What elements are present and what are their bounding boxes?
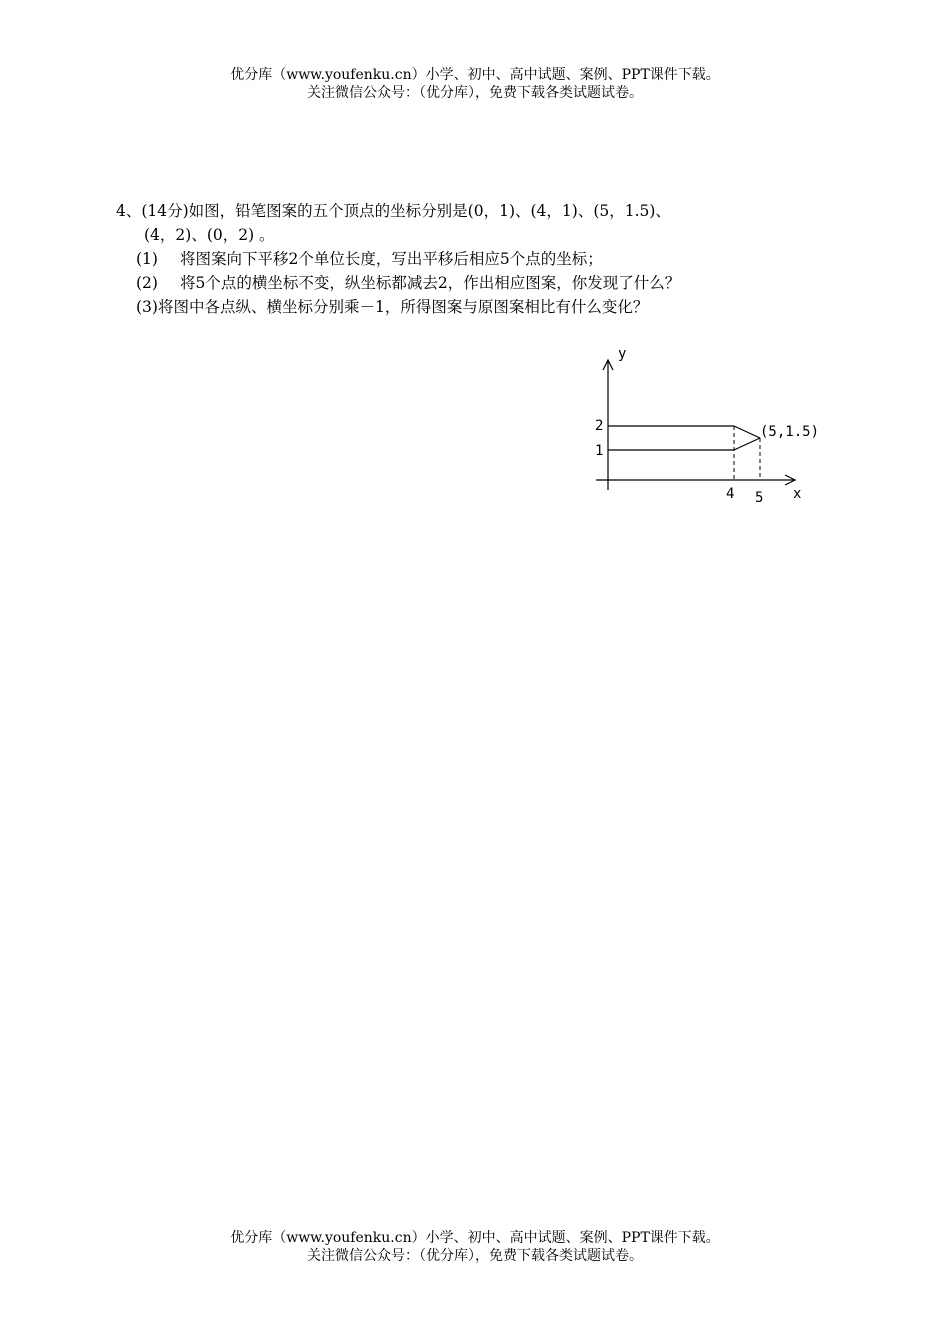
y-tick-1: 1 [595, 443, 604, 459]
footer-line-2: 关注微信公众号：（优分库），免费下载各类试题试卷。 [307, 1248, 643, 1264]
header-line-2: 关注微信公众号：（优分库），免费下载各类试题试卷。 [307, 85, 643, 101]
x-tick-4: 4 [726, 486, 735, 502]
sub-question-2-number: (2) [136, 274, 158, 292]
header-line-1: 优分库（www.youfenku.cn）小学、初中、高中试题、案例、PPT课件下载。 [230, 67, 720, 83]
question-4 [116, 199, 680, 319]
sub-question-2 [116, 271, 680, 295]
sub-question-2-text: 将5个点的横坐标不变，纵坐标都减去2，作出相应图案，你发现了什么？ [180, 274, 681, 292]
y-tick-2: 2 [595, 418, 604, 434]
pencil-tip-lower [734, 438, 760, 450]
footer-line-1: 优分库（www.youfenku.cn）小学、初中、高中试题、案例、PPT课件下载。 [230, 1230, 720, 1246]
x-axis-label: x [793, 486, 802, 502]
sub-question-1-number: (1) [136, 250, 158, 268]
sub-question-1-text: 将图案向下平移2个单位长度，写出平移后相应5个点的坐标； [180, 250, 603, 268]
page-footer [0, 1229, 950, 1265]
y-axis-label: y [618, 346, 627, 362]
pencil-tip-upper [734, 426, 760, 438]
point-label: (5,1.5) [760, 424, 820, 440]
sub-question-3: (3)将图中各点纵、横坐标分别乘－1，所得图案与原图案相比有什么变化？ [136, 298, 649, 316]
pencil-figure [590, 342, 835, 512]
page-header [0, 66, 950, 102]
x-tick-5: 5 [755, 490, 764, 506]
sub-question-1 [116, 247, 680, 271]
question-stem-line-2: (4，2)、(0，2) 。 [144, 226, 275, 244]
question-stem-line-1: 4、(14分)如图，铅笔图案的五个顶点的坐标分别是(0，1)、(4，1)、(5，1.5)、 [116, 202, 671, 220]
